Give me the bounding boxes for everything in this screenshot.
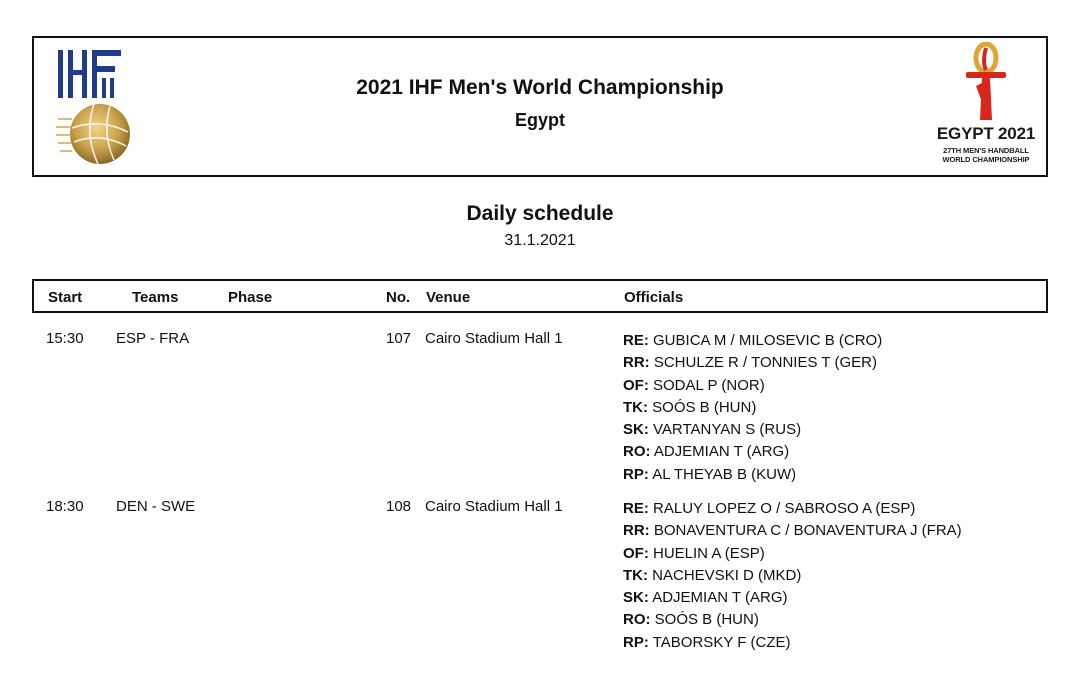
official-role: RO: xyxy=(623,611,651,629)
official-role: TK: xyxy=(623,398,648,416)
official-name: SODAL P (NOR) xyxy=(653,376,765,394)
egypt-logo-line1: 27TH MEN'S HANDBALL xyxy=(943,146,1029,155)
official-name: ADJEMIAN T (ARG) xyxy=(652,589,788,607)
official-line xyxy=(623,375,882,397)
match-start: 18:30 xyxy=(46,498,84,515)
official-line xyxy=(623,632,962,654)
official-line xyxy=(623,609,962,631)
egypt-logo-brand: EGYPT 2021 xyxy=(936,124,1036,143)
match-officials xyxy=(623,498,962,654)
official-line xyxy=(623,587,962,609)
match-venue: Cairo Stadium Hall 1 xyxy=(425,330,563,347)
match-start: 15:30 xyxy=(46,330,84,347)
official-role: OF: xyxy=(623,376,649,394)
official-name: GUBICA M / MILOSEVIC B (CRO) xyxy=(653,332,883,349)
column-header-start: Start xyxy=(48,289,83,306)
column-header-phase: Phase xyxy=(228,289,273,306)
official-line xyxy=(623,543,962,565)
official-name: TABORSKY F (CZE) xyxy=(652,633,791,651)
event-header xyxy=(32,36,1048,177)
official-name: VARTANYAN S (RUS) xyxy=(653,421,802,439)
official-line xyxy=(623,441,882,463)
official-name: HUELIN A (ESP) xyxy=(653,544,765,562)
official-name: SCHULZE R / TONNIES T (GER) xyxy=(653,354,877,372)
official-line xyxy=(623,352,882,374)
column-header-teams: Teams xyxy=(132,289,179,306)
match-venue: Cairo Stadium Hall 1 xyxy=(425,498,563,515)
official-name: SOÓS B (HUN) xyxy=(652,398,757,416)
official-line xyxy=(623,330,882,352)
official-role: SK: xyxy=(623,589,649,607)
official-line xyxy=(623,419,882,441)
official-name: BONAVENTURA C / BONAVENTURA J (FRA) xyxy=(653,522,962,540)
official-role: RO: xyxy=(623,443,651,461)
official-name: RALUY LOPEZ O / SABROSO A (ESP) xyxy=(653,500,916,517)
official-line xyxy=(623,520,962,542)
official-line xyxy=(623,397,882,419)
official-role: RR: xyxy=(623,522,650,540)
official-line xyxy=(623,464,882,486)
official-name: AL THEYAB B (KUW) xyxy=(652,465,797,483)
column-header-officials: Officials xyxy=(624,289,684,306)
egypt-2021-logo xyxy=(936,42,1036,172)
table-header xyxy=(32,279,1048,313)
ihf-logo xyxy=(54,48,134,168)
official-name: SOÓS B (HUN) xyxy=(654,611,759,629)
official-role: SK: xyxy=(623,421,649,439)
match-teams: DEN - SWE xyxy=(116,498,196,515)
match-number: 108 xyxy=(386,498,412,515)
schedule-date: 31.1.2021 xyxy=(504,232,576,249)
official-name: NACHEVSKI D (MKD) xyxy=(652,566,802,584)
egypt-logo-line2: WORLD CHAMPIONSHIP xyxy=(942,155,1030,164)
schedule-title: Daily schedule xyxy=(466,202,614,225)
match-teams: ESP - FRA xyxy=(116,330,190,347)
official-name: ADJEMIAN T (ARG) xyxy=(653,443,790,461)
match-number: 107 xyxy=(386,330,412,347)
official-line xyxy=(623,565,962,587)
official-role: RP: xyxy=(623,465,649,483)
event-subtitle: Egypt xyxy=(514,110,565,130)
event-title: 2021 IHF Men's World Championship xyxy=(356,76,724,99)
official-role: RE: xyxy=(623,332,649,349)
column-header-venue: Venue xyxy=(426,289,471,306)
match-officials xyxy=(623,330,882,486)
official-role: OF: xyxy=(623,544,649,562)
official-role: RP: xyxy=(623,633,649,651)
official-role: TK: xyxy=(623,566,648,584)
official-role: RE: xyxy=(623,500,649,517)
column-header-no: No. xyxy=(386,289,411,306)
official-line xyxy=(623,498,962,520)
official-role: RR: xyxy=(623,354,650,372)
ankh-icon xyxy=(962,42,1010,122)
